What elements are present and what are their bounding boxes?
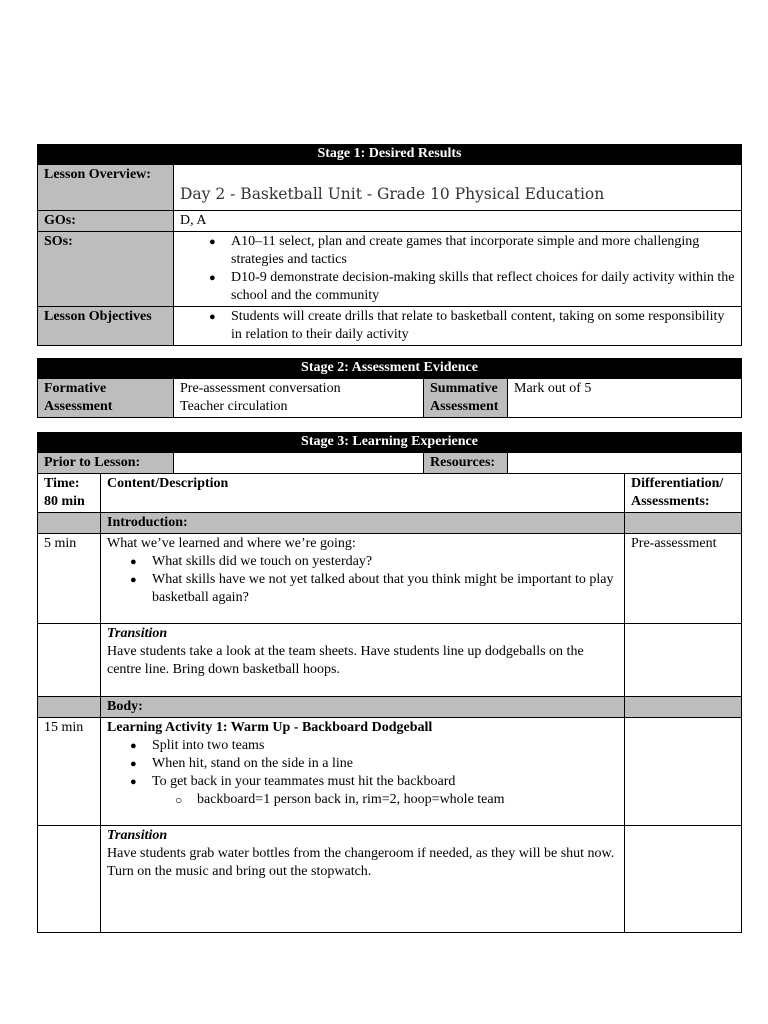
- lesson-overview-label: Lesson Overview:: [38, 165, 174, 211]
- formative-assessment-value: [174, 379, 424, 418]
- activity1-sublist: [107, 791, 618, 809]
- formative-line: Pre-assessment conversation: [180, 381, 341, 396]
- list-item: ● Students will create drills that relate to basketball content, taking on some responsibility in relation to their daily activity: [231, 308, 735, 344]
- body-label: Body:: [101, 697, 625, 718]
- lesson-overview-value: Day 2 - Basketball Unit - Grade 10 Physical Education: [174, 165, 742, 211]
- stage1-table: [37, 144, 742, 346]
- list-item: ● Split into two teams: [152, 737, 618, 755]
- list-item: ● What skills have we not yet talked about that you think might be important to play basketball again?: [152, 571, 618, 607]
- lesson-objectives-label: Lesson Objectives: [38, 307, 174, 346]
- transition2-content: [101, 826, 625, 933]
- resources-value: [508, 453, 742, 474]
- stage2-table: [37, 358, 742, 418]
- gos-label: GOs:: [38, 211, 174, 232]
- intro-list: [107, 553, 618, 607]
- transition1-text: Have students take a look at the team sheets. Have students line up dodgeballs on the centre line. Bring down basketball hoops.: [107, 644, 584, 677]
- summative-assessment-label: Summative Assessment: [424, 379, 508, 418]
- list-item: ● What skills did we touch on yesterday?: [152, 553, 618, 571]
- time-header: Time: 80 min: [38, 474, 101, 513]
- objectives-list: [180, 308, 735, 344]
- summative-assessment-value: Mark out of 5: [508, 379, 742, 418]
- intro-assessment: Pre-assessment: [625, 534, 742, 624]
- list-item: ● When hit, stand on the side in a line: [152, 755, 618, 773]
- intro-time-shade: [38, 513, 101, 534]
- intro-content: [101, 534, 625, 624]
- intro-time: 5 min: [38, 534, 101, 624]
- activity1-content: [101, 718, 625, 826]
- intro-lead: What we’ve learned and where we’re going:: [107, 536, 356, 551]
- intro-diff-shade: [625, 513, 742, 534]
- transition1-title: Transition: [107, 626, 168, 641]
- list-item: ● To get back in your teammates must hit the backboard: [152, 773, 618, 791]
- stage3-header: Stage 3: Learning Experience: [38, 433, 742, 453]
- activity1-title: Learning Activity 1: Warm Up - Backboard Dodgeball: [107, 720, 433, 735]
- list-item: ● A10–11 select, plan and create games that incorporate simple and more challenging strategies and tactics: [231, 233, 735, 269]
- activity1-list: [107, 737, 618, 791]
- sos-label: SOs:: [38, 232, 174, 307]
- transition1-diff: [625, 624, 742, 697]
- activity1-diff: [625, 718, 742, 826]
- stage1-header: Stage 1: Desired Results: [38, 145, 742, 165]
- sos-cell: [174, 232, 742, 307]
- list-item: ● D10-9 demonstrate decision-making skills that reflect choices for daily activity within the school and the community: [231, 269, 735, 305]
- transition1-time: [38, 624, 101, 697]
- body-time-shade: [38, 697, 101, 718]
- differentiation-header: Differentiation/ Assessments:: [625, 474, 742, 513]
- transition2-diff: [625, 826, 742, 933]
- prior-to-lesson-label: Prior to Lesson:: [38, 453, 174, 474]
- transition2-title: Transition: [107, 828, 168, 843]
- resources-label: Resources:: [424, 453, 508, 474]
- body-diff-shade: [625, 697, 742, 718]
- formative-assessment-label: Formative Assessment: [38, 379, 174, 418]
- activity1-time: 15 min: [38, 718, 101, 826]
- content-header: Content/Description: [101, 474, 625, 513]
- sos-list: [180, 233, 735, 305]
- stage2-header: Stage 2: Assessment Evidence: [38, 359, 742, 379]
- list-item: ○ backboard=1 person back in, rim=2, hoop=whole team: [197, 791, 618, 809]
- transition2-time: [38, 826, 101, 933]
- gos-value: D, A: [174, 211, 742, 232]
- transition1-content: [101, 624, 625, 697]
- objectives-cell: [174, 307, 742, 346]
- formative-line: Teacher circulation: [180, 399, 288, 414]
- transition2-text: Have students grab water bottles from the changeroom if needed, as they will be shut now. Turn on the music and bring out the stopwatch.: [107, 846, 615, 879]
- introduction-label: Introduction:: [101, 513, 625, 534]
- stage3-table: [37, 432, 742, 933]
- prior-to-lesson-value: [174, 453, 424, 474]
